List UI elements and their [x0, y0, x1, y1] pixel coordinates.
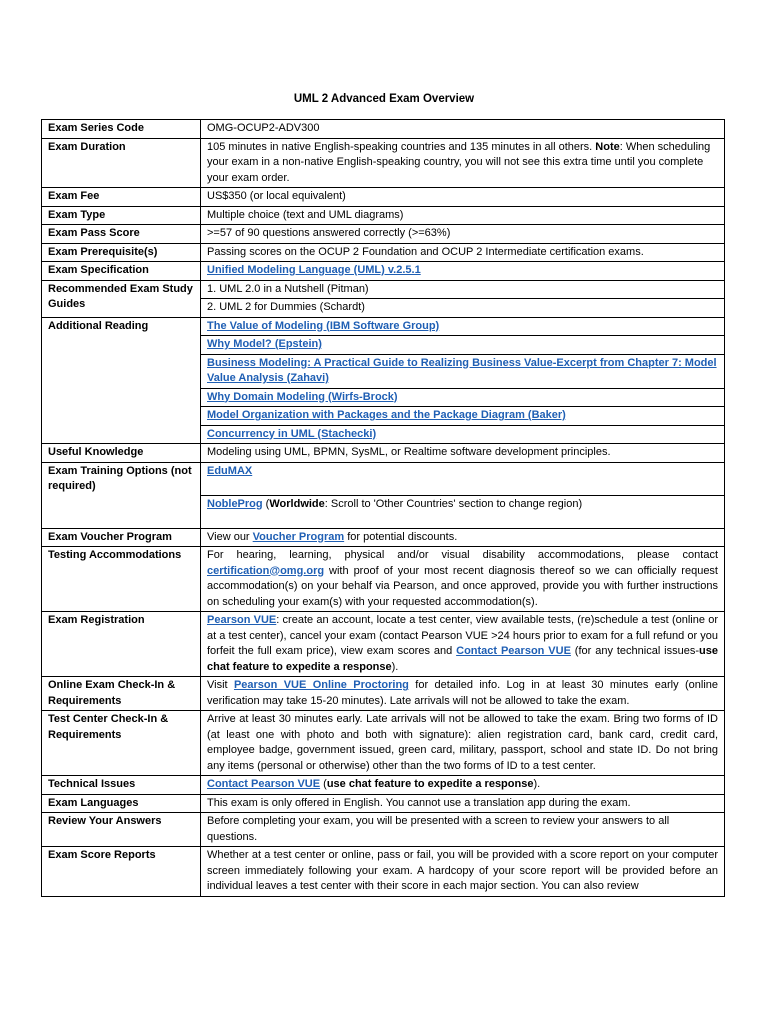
row-label: Exam Type	[42, 206, 201, 225]
row-value: Passing scores on the OCUP 2 Foundation and OCUP 2 Intermediate certification exams.	[201, 243, 725, 262]
page-title: UML 2 Advanced Exam Overview	[293, 93, 475, 105]
row-label: Recommended Exam Study Guides	[42, 280, 201, 317]
row-label: Useful Knowledge	[42, 444, 201, 463]
row-label: Exam Pass Score	[42, 225, 201, 244]
exam-overview-table	[41, 119, 725, 897]
edumax-link[interactable]: EduMAX	[207, 464, 253, 477]
reading-link-model-organization[interactable]: Model Organization with Packages and the Package Diagram (Baker)	[207, 409, 566, 421]
row-value: Whether at a test center or online, pass or fail, you will be provided with a score report on your computer screen immediately following your exam. A hardcopy of your score report will be provided before an individual leaves a test center with their score in each major section. You can also review	[201, 847, 725, 897]
row-value: Visit Pearson VUE Online Proctoring for detailed info. Log in at least 30 minutes early (online verification may take 15-20 minutes). Late arrivals will not be allowed to take the exam.	[201, 677, 725, 711]
table-row	[42, 138, 725, 188]
reading-link-business-modeling[interactable]: Business Modeling: A Practical Guide to Realizing Business Value-Excerpt from Chapter 7: Model Value Analysis (Zahavi)	[207, 356, 717, 384]
row-value: Contact Pearson VUE (use chat feature to expedite a response).	[201, 776, 725, 795]
row-value: Modeling using UML, BPMN, SysML, or Realtime software development principles.	[201, 444, 725, 463]
table-row	[42, 794, 725, 813]
table-row	[42, 776, 725, 795]
nobleprog-link[interactable]: NobleProg	[207, 497, 263, 510]
row-label: Exam Training Options (not required)	[42, 462, 201, 528]
table-row	[42, 120, 725, 139]
row-label: Exam Voucher Program	[42, 528, 201, 547]
table-row	[42, 847, 725, 897]
row-label: Exam Series Code	[42, 120, 201, 139]
table-row	[42, 677, 725, 711]
row-value: Before completing your exam, you will be presented with a screen to review your answers to all questions.	[201, 813, 725, 847]
table-row	[42, 711, 725, 776]
row-label: Test Center Check-In & Requirements	[42, 711, 201, 776]
row-value: Arrive at least 30 minutes early. Late arrivals will not be allowed to take the exam. Bring two forms of ID (at least one with photo and both with signature): alien registration card, bank card, credit card, employee badge, government issued, green card, military, passport, school and state ID. Do not bring any items (personal or otherwise) other than the two forms of ID to a test center.	[201, 711, 725, 776]
reading-item	[201, 407, 725, 426]
row-label: Exam Duration	[42, 138, 201, 188]
reading-link-why-model[interactable]: Why Model? (Epstein)	[207, 338, 322, 350]
row-label: Exam Specification	[42, 262, 201, 281]
pearson-vue-link[interactable]: Pearson VUE	[207, 614, 277, 626]
reading-link-value-of-modeling[interactable]: The Value of Modeling (IBM Software Group)	[207, 319, 440, 332]
reading-item	[201, 317, 725, 336]
row-value: >=57 of 90 questions answered correctly (>=63%)	[201, 225, 725, 244]
table-row	[42, 225, 725, 244]
reading-item	[201, 388, 725, 407]
reading-item	[201, 336, 725, 355]
row-value: US$350 (or local equivalent)	[201, 188, 725, 207]
online-proctoring-link[interactable]: Pearson VUE Online Proctoring	[233, 679, 409, 691]
table-row	[42, 444, 725, 463]
row-label: Exam Fee	[42, 188, 201, 207]
table-row	[42, 612, 725, 677]
uml-spec-link[interactable]: Unified Modeling Language (UML) v.2.5.1	[207, 264, 421, 276]
table-row	[42, 280, 725, 299]
row-label: Testing Accommodations	[42, 547, 201, 612]
contact-pearson-vue-link[interactable]: Contact Pearson VUE	[456, 645, 571, 657]
row-label: Additional Reading	[42, 317, 201, 444]
row-value: View our Voucher Program for potential discounts.	[201, 528, 725, 547]
row-label: Exam Languages	[42, 794, 201, 813]
reading-link-concurrency[interactable]: Concurrency in UML (Stachecki)	[207, 427, 377, 440]
voucher-program-link[interactable]: Voucher Program	[252, 530, 345, 543]
reading-item	[201, 354, 725, 388]
row-value: Pearson VUE: create an account, locate a test center, view available tests, (re)schedule a test (online or at a test center), cancel your exam (contact Pearson VUE >24 hours prior to exam for a full refund or you forfeit the full exam price), view exam scores and Contact Pearson VUE (for any technical issues-use chat feature to expedite a response).	[201, 612, 725, 677]
row-value: 105 minutes in native English-speaking countries and 135 minutes in all others. Note: When scheduling your exam in a non-native English-speaking country, you will not see this extra time until you complete your exam order.	[201, 138, 725, 188]
study-guide-item: 1. UML 2.0 in a Nutshell (Pitman)	[201, 280, 725, 299]
training-item: NobleProg (Worldwide: Scroll to 'Other Countries' section to change region)	[201, 495, 725, 528]
row-label: Exam Prerequisite(s)	[42, 243, 201, 262]
row-label: Technical Issues	[42, 776, 201, 795]
row-label: Exam Registration	[42, 612, 201, 677]
reading-link-domain-modeling[interactable]: Why Domain Modeling (Wirfs-Brock)	[207, 390, 398, 403]
table-row	[42, 462, 725, 495]
table-row	[42, 188, 725, 207]
row-value: This exam is only offered in English. You cannot use a translation app during the exam.	[201, 794, 725, 813]
reading-item	[201, 425, 725, 444]
table-row	[42, 317, 725, 336]
row-value	[201, 262, 725, 281]
row-value: For hearing, learning, physical and/or visual disability accommodations, please contact certification@omg.org with proof of your most recent diagnosis thereof so we can officially request accommodation(s) on your behalf via Pearson, and once approved, provide you with further instructions on scheduling your exam(s) with your requested accommodation(s).	[201, 547, 725, 612]
row-value: OMG-OCUP2-ADV300	[201, 120, 725, 139]
table-row	[42, 813, 725, 847]
technical-contact-pearson-vue-link[interactable]: Contact Pearson VUE	[207, 778, 321, 790]
table-row	[42, 206, 725, 225]
certification-email-link[interactable]: certification@omg.org	[207, 564, 325, 577]
table-row	[42, 528, 725, 547]
row-label: Online Exam Check-In & Requirements	[42, 677, 201, 711]
study-guide-item: 2. UML 2 for Dummies (Schardt)	[201, 299, 725, 318]
row-label: Review Your Answers	[42, 813, 201, 847]
training-item	[201, 462, 725, 495]
table-row	[42, 243, 725, 262]
row-value: Multiple choice (text and UML diagrams)	[201, 206, 725, 225]
table-row	[42, 547, 725, 612]
table-row	[42, 262, 725, 281]
row-label: Exam Score Reports	[42, 847, 201, 897]
